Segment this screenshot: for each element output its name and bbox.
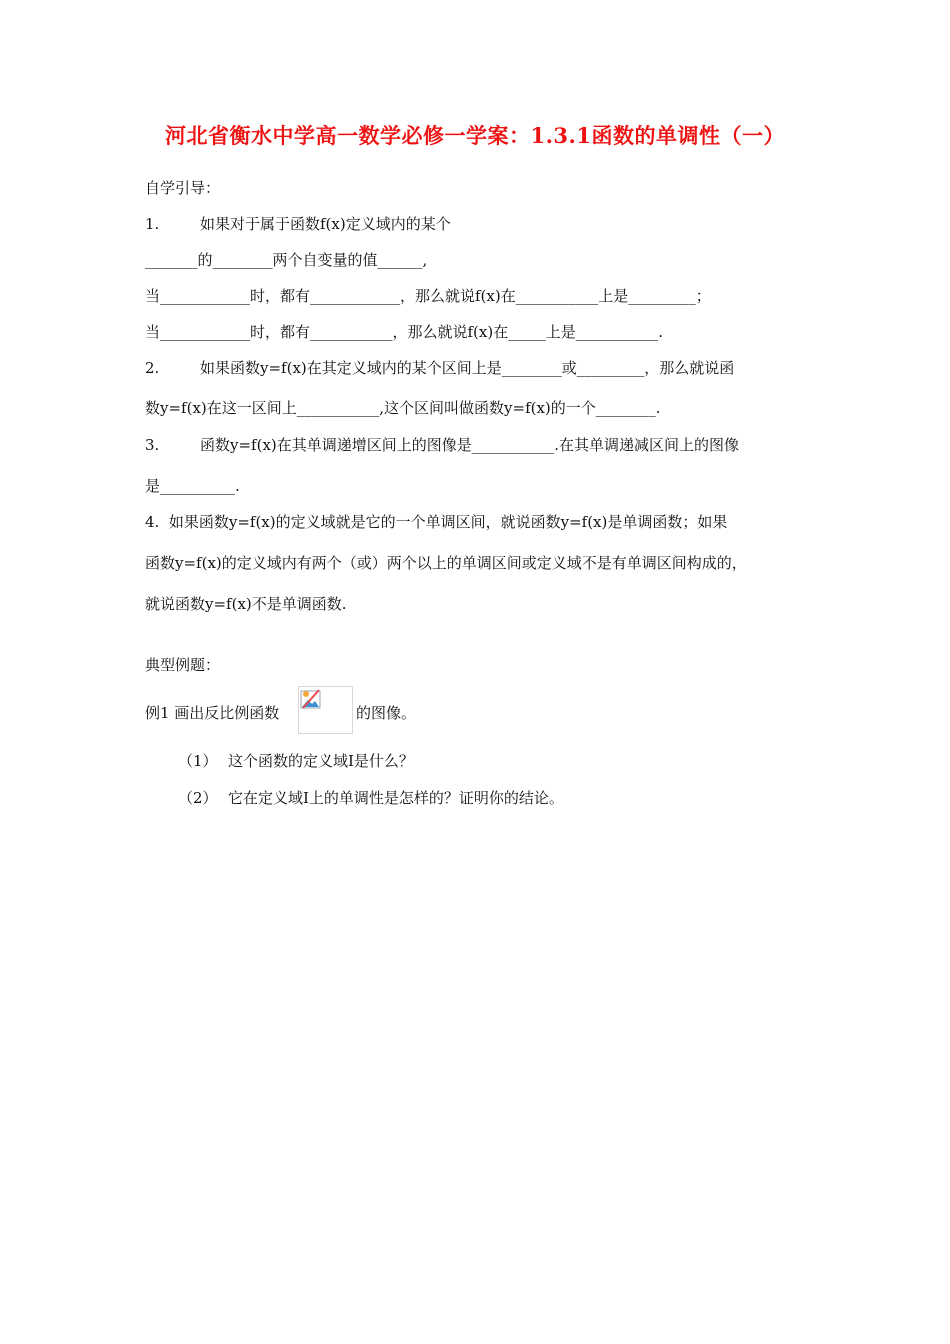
- item-1-line-3: 当____________时，都有____________，那么就说f(x)在___________上是_________；: [145, 287, 711, 305]
- item-1-line-4: 当____________时，都有___________，那么就说f(x)在_____上是___________.: [145, 323, 663, 341]
- item-2-line-1: [145, 358, 734, 378]
- example-1-suffix: 的图像。: [356, 704, 417, 722]
- example-1-question-1: [178, 751, 414, 771]
- item-3-line-1: [145, 435, 739, 455]
- question-2-text: 它在定义域I上的单调性是怎样的？证明你的结论。: [228, 789, 564, 807]
- item-1-text-1: 如果对于属于函数f(x)定义域内的某个: [200, 215, 451, 233]
- item-1-number: 1.: [145, 215, 160, 233]
- item-4-line-1: 4. 如果函数y=f(x)的定义域就是它的一个单调区间，就说函数y=f(x)是单调函数；如果: [145, 513, 728, 531]
- item-3-line-2: 是__________.: [145, 477, 240, 495]
- section-self-study: 自学引导：: [145, 179, 221, 197]
- item-3-text-1: 函数y=f(x)在其单调递增区间上的图像是___________.在其单调递减区间上的图像: [200, 436, 740, 454]
- item-4-line-2: 函数y=f(x)的定义域内有两个（或）两个以上的单调区间或定义域不是有单调区间构成的，: [145, 554, 747, 572]
- item-4-line-3: 就说函数y=f(x)不是单调函数.: [145, 595, 347, 613]
- formula-image-placeholder: [298, 686, 353, 734]
- item-2-number: 2.: [145, 359, 160, 377]
- item-1-line-1: [145, 214, 451, 234]
- item-2-line-2: 数y=f(x)在这一区间上___________,这个区间叫做函数y=f(x)的一个________.: [145, 399, 661, 417]
- question-2-number: （2）: [178, 789, 218, 807]
- example-1-question-2: [178, 788, 564, 808]
- item-2-text-1: 如果函数y=f(x)在其定义域内的某个区间上是________或_________，那么就说函: [200, 359, 735, 377]
- section-examples: 典型例题：: [145, 656, 221, 674]
- question-1-text: 这个函数的定义域I是什么？: [228, 752, 414, 770]
- example-1-prefix: 例1 画出反比例函数: [145, 704, 280, 722]
- item-3-number: 3.: [145, 436, 160, 454]
- page-title: 河北省衡水中学高一数学必修一学案：1.3.1函数的单调性（一）: [165, 123, 785, 148]
- item-1-line-2: _______的________两个自变量的值______,: [145, 251, 428, 269]
- broken-image-icon: [300, 688, 322, 710]
- question-1-number: （1）: [178, 752, 218, 770]
